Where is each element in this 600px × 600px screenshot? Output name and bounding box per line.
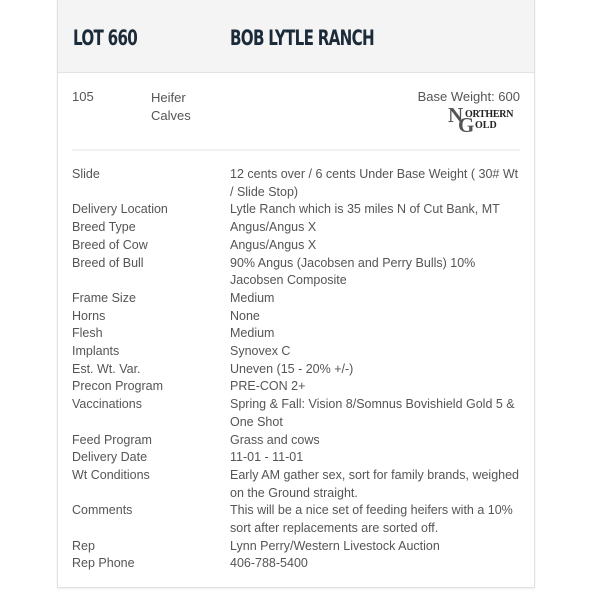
- detail-value: Angus/Angus X: [230, 220, 317, 235]
- detail-label: Slide: [72, 167, 100, 181]
- detail-row-delivery-location: [72, 201, 522, 219]
- ranch-name: BOB LYTLE RANCH: [230, 26, 374, 50]
- lot-number: LOT 660: [73, 26, 138, 50]
- detail-row-breed-type: [72, 219, 522, 237]
- detail-row-comments: [72, 502, 522, 537]
- description-line-1: Heifer: [151, 90, 186, 105]
- detail-row-horns: [72, 308, 522, 326]
- detail-value: 406-788-5400: [230, 556, 308, 571]
- detail-value: Lytle Ranch which is 35 miles N of Cut Bank, MT: [230, 202, 500, 217]
- detail-label: Breed Type: [72, 220, 136, 235]
- detail-label: Breed of Cow: [72, 237, 148, 252]
- detail-value: Grass and cows: [230, 432, 320, 447]
- detail-row-implants: [72, 343, 522, 361]
- detail-value: Synovex C: [230, 344, 291, 359]
- detail-label: Breed of Bull: [72, 255, 144, 270]
- detail-row-slide: [72, 166, 522, 201]
- detail-value: Medium: [230, 326, 275, 341]
- detail-value: Lynn Perry/Western Livestock Auction: [230, 538, 440, 553]
- detail-label: Feed Program: [72, 432, 152, 447]
- detail-value: 12 cents over / 6 cents Under Base Weight ( 30# Wt / Slide Stop): [230, 167, 519, 199]
- detail-value: PRE-CON 2+: [230, 379, 306, 394]
- detail-row-breed-of-bull: [72, 255, 522, 290]
- detail-row-precon-program: [72, 378, 522, 396]
- detail-label: Comments: [72, 503, 133, 518]
- detail-label: Flesh: [72, 326, 103, 341]
- detail-label: Est. Wt. Var.: [72, 361, 141, 376]
- logo-orthern: ORTHERN: [465, 109, 514, 120]
- detail-label: Rep: [72, 538, 95, 553]
- detail-value: This will be a nice set of feeding heifers with a 10% sort after replacements are sorted off.: [230, 503, 513, 536]
- detail-value: Medium: [230, 290, 275, 305]
- detail-row-rep: [72, 538, 522, 556]
- detail-label: Wt Conditions: [72, 467, 150, 482]
- detail-row-frame-size: [72, 290, 522, 308]
- lot-card: [57, 0, 535, 588]
- detail-label: Precon Program: [72, 379, 164, 394]
- logo-n: N: [448, 103, 464, 127]
- lot-summary: [72, 73, 520, 151]
- detail-label: Vaccinations: [72, 397, 142, 412]
- lot-header: [58, 0, 534, 73]
- logo-g: G: [458, 113, 475, 137]
- detail-label: Rep Phone: [72, 556, 135, 571]
- description-line-2: Calves: [151, 108, 191, 123]
- cattle-description: [151, 89, 231, 125]
- detail-label: Implants: [72, 344, 120, 359]
- detail-row-flesh: [72, 325, 522, 343]
- detail-value: Early AM gather sex, sort for family brands, weighed on the Ground straight.: [230, 467, 520, 500]
- detail-value: 90% Angus (Jacobsen and Perry Bulls) 10% Jacobsen Composite: [230, 255, 476, 288]
- base-weight: Base Weight: 600: [417, 89, 520, 104]
- detail-row-delivery-date: [72, 449, 522, 467]
- detail-row-feed-program: [72, 432, 522, 450]
- detail-label: Delivery Date: [72, 450, 148, 465]
- lot-details: [72, 166, 522, 573]
- detail-value: Uneven (15 - 20% +/-): [230, 361, 354, 376]
- detail-label: Horns: [72, 308, 106, 323]
- logo-old: OLD: [475, 120, 497, 131]
- detail-label: Frame Size: [72, 290, 136, 305]
- detail-row-breed-of-cow: [72, 237, 522, 255]
- detail-value: 11-01 - 11-01: [230, 450, 304, 465]
- detail-row-wt-conditions: [72, 467, 522, 502]
- detail-label: Delivery Location: [72, 202, 168, 217]
- detail-row-rep-phone: [72, 555, 522, 573]
- detail-value: Angus/Angus X: [230, 237, 317, 252]
- detail-value: None: [230, 308, 260, 323]
- detail-row-est-wt-var: [72, 361, 522, 379]
- northern-gold-logo-icon: [448, 103, 520, 137]
- detail-row-vaccinations: [72, 396, 522, 431]
- detail-value: Spring & Fall: Vision 8/Somnus Bovishield Gold 5 & One Shot: [230, 397, 515, 429]
- head-count: 105: [72, 89, 94, 104]
